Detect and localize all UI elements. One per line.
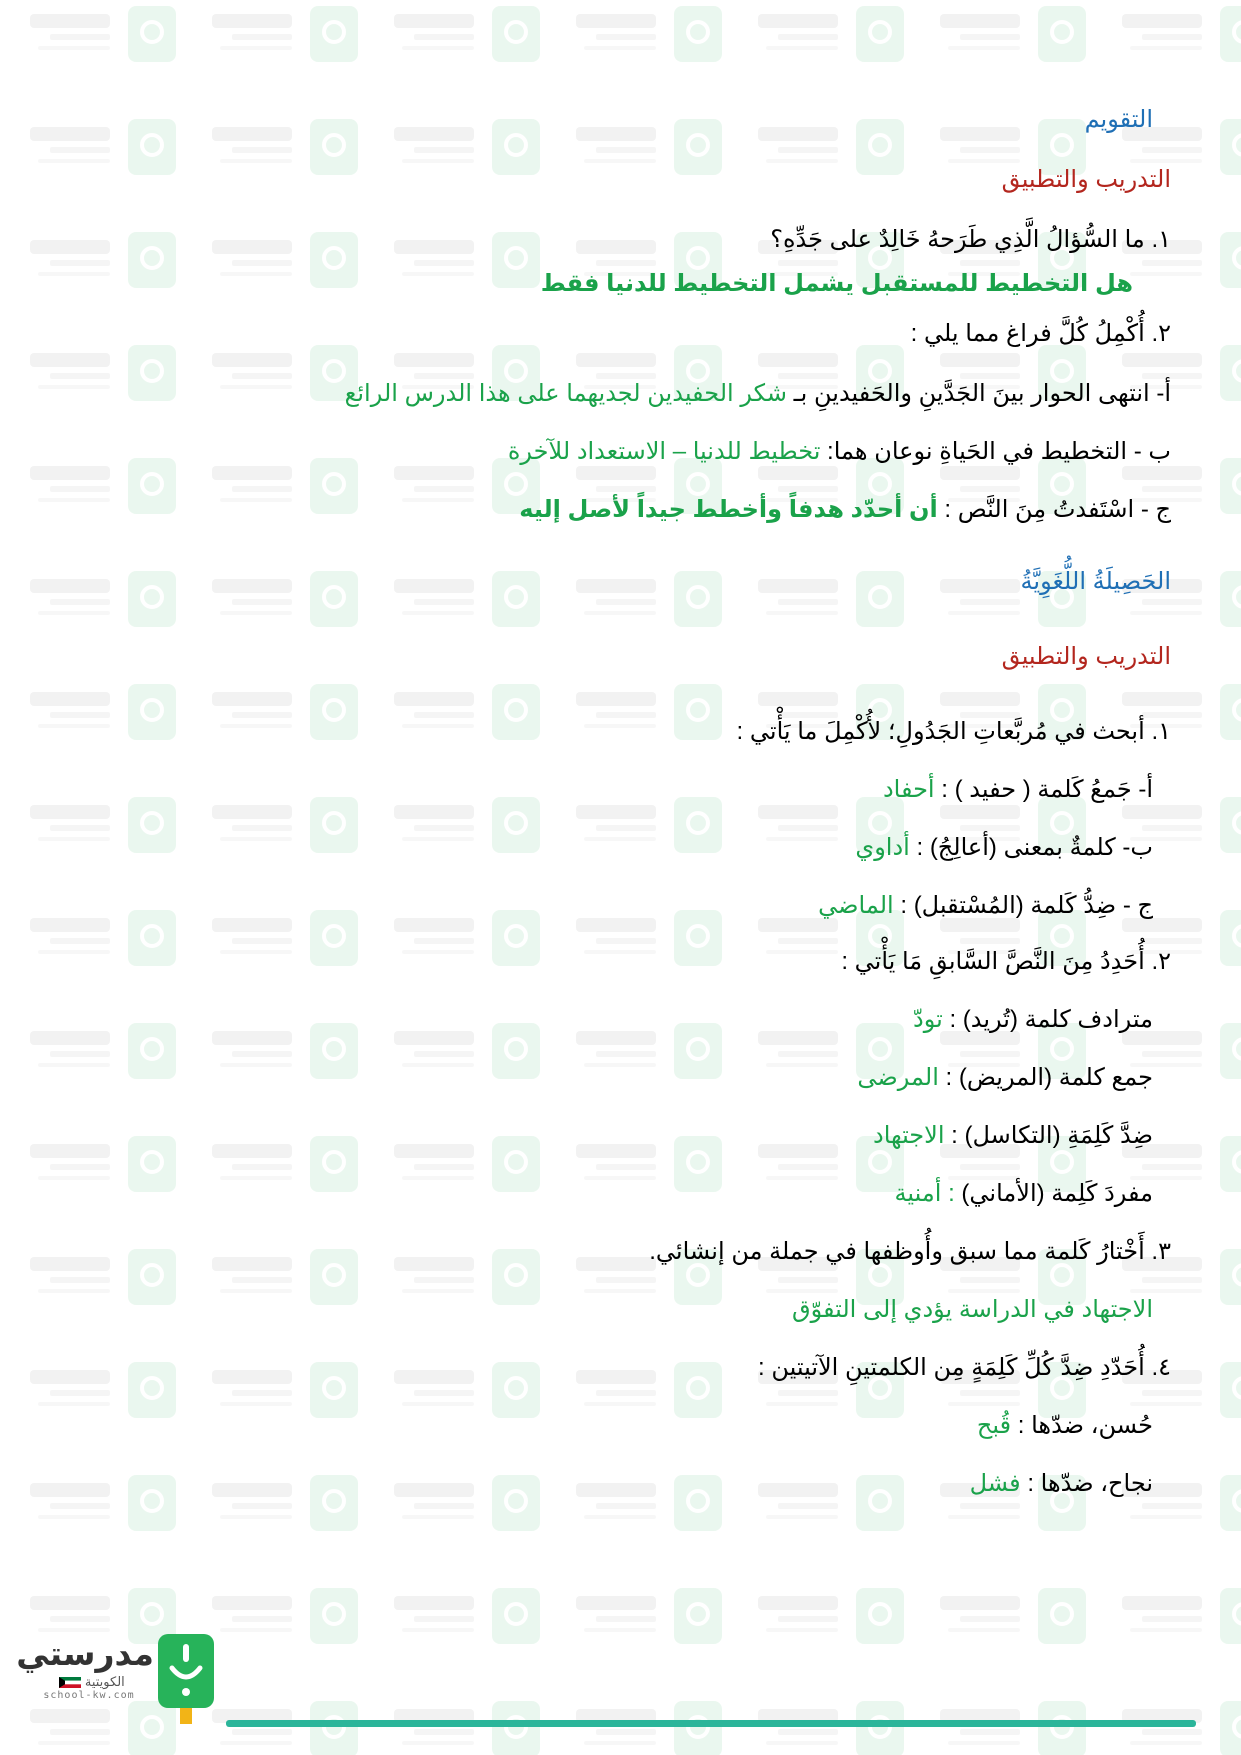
logo-text [16, 1634, 154, 1701]
section-subtitle-practice: التدريب والتطبيق [1001, 166, 1171, 193]
question-1: ١. ما السُّؤالُ الَّذِي طَرَحهُ خَالِدٌ على جَدِّهِ؟ [770, 226, 1171, 253]
language-question-4: ٤. أُحَدّدِ ضِدَّ كُلِّ كَلِمَةٍ مِن الكلمتينِ الآتيتين : [757, 1354, 1171, 1381]
item-answer: المرضى [857, 1064, 939, 1091]
item-text: ج - ضِدُّ كَلمة (المُسْتقبل) : [893, 892, 1153, 919]
item-text: نجاح، ضدّها : [1020, 1470, 1153, 1497]
item-answer: : أمنية [894, 1180, 955, 1207]
item-text: ضِدَّ كَلِمَةِ (التكاسل) : [944, 1122, 1153, 1149]
logo-url: school-kw.com [43, 1690, 135, 1701]
item-text: ب- كلمةٌ بمعنى (أعالِجُ) : [909, 834, 1153, 861]
logo-name: مدرستي [16, 1634, 154, 1673]
item-text: حُسن، ضدّها : [1011, 1412, 1153, 1439]
language-question-3-answer: الاجتهاد في الدراسة يؤدي إلى التفوّق [791, 1296, 1153, 1323]
question-2-item-b [508, 435, 1171, 469]
item-answer: قُبح [976, 1412, 1012, 1439]
item-answer: الاجتهاد [873, 1122, 945, 1149]
item-text: مفردَ كَلِمة (الأماني) [954, 1180, 1153, 1207]
item-b-text: ب - التخطيط في الحَياةِ نوعان هما: [820, 438, 1171, 465]
item-text: مترادف كلمة (تُريد) : [942, 1006, 1153, 1033]
language-question-1: ١. أبحث في مُربَّعاتِ الجَدُولِ؛ لأُكْمِلَ ما يَأْتي : [736, 718, 1171, 745]
item-answer: الماضي [818, 892, 894, 919]
item-answer: فشل [969, 1470, 1021, 1497]
question-2: ٢. أُكْمِلُ كُلَّ فراغ مما يلي : [910, 320, 1171, 347]
answer-1: هل التخطيط للمستقبل يشمل التخطيط للدنيا فقط [540, 270, 1133, 297]
section-title-evaluation: التقويم [1084, 106, 1153, 133]
logo-subtitle-text: الكويتية [84, 1674, 125, 1689]
language-question-1-item-c [818, 889, 1153, 923]
language-question-4-item-b [970, 1467, 1153, 1501]
item-a-text: أ- انتهى الحوار بينَ الجَدَّينِ والحَفيدينِ بـ [786, 380, 1171, 407]
language-question-1-item-b [855, 831, 1153, 865]
language-question-2-item-c [873, 1119, 1153, 1153]
language-question-1-item-a [883, 773, 1153, 807]
language-question-2-item-d [895, 1177, 1153, 1211]
item-text: جمع كلمة (المريض) : [938, 1064, 1153, 1091]
language-question-2-item-a [913, 1003, 1153, 1037]
logo-mark-icon [158, 1634, 214, 1726]
language-question-3: ٣. أَخْتارُ كَلمة مما سبق وأُوظفها في جملة من إنشائي. [649, 1238, 1171, 1265]
item-answer: تودّ [913, 1006, 943, 1033]
item-a-answer: شكر الحفيدين لجديهما على هذا الدرس الرائع [344, 380, 787, 407]
section-title-language: الحَصِيلَةُ اللُّغَوِيَّةُ [1020, 568, 1171, 595]
item-b-answer: تخطيط للدنيا – الاستعداد للآخرة [507, 438, 821, 465]
question-2-item-a [345, 377, 1171, 411]
question-2-item-c [519, 493, 1171, 527]
section-subtitle-practice-2: التدريب والتطبيق [1001, 643, 1171, 670]
logo-subtitle [24, 1674, 154, 1690]
item-text: أ- جَمعُ كَلمة ( حفيد ) : [934, 776, 1153, 803]
language-question-4-item-a [977, 1409, 1153, 1443]
item-answer: أحفاد [882, 776, 935, 803]
school-logo[interactable] [16, 1634, 219, 1744]
item-answer: أداوي [855, 834, 910, 861]
item-c-text: ج - اسْتَفدتُ مِنَ النَّص : [937, 496, 1171, 523]
kuwait-flag-icon [59, 1677, 81, 1688]
language-question-2: ٢. أُحَدِدُ مِنَ النَّصَّ السَّابقِ مَا يَأْتي : [841, 948, 1171, 975]
language-question-2-item-b [857, 1061, 1153, 1095]
footer-divider [226, 1720, 1196, 1727]
item-c-answer: أن أحدّد هدفاً وأخطط جيداً لأصل إليه [519, 496, 938, 523]
